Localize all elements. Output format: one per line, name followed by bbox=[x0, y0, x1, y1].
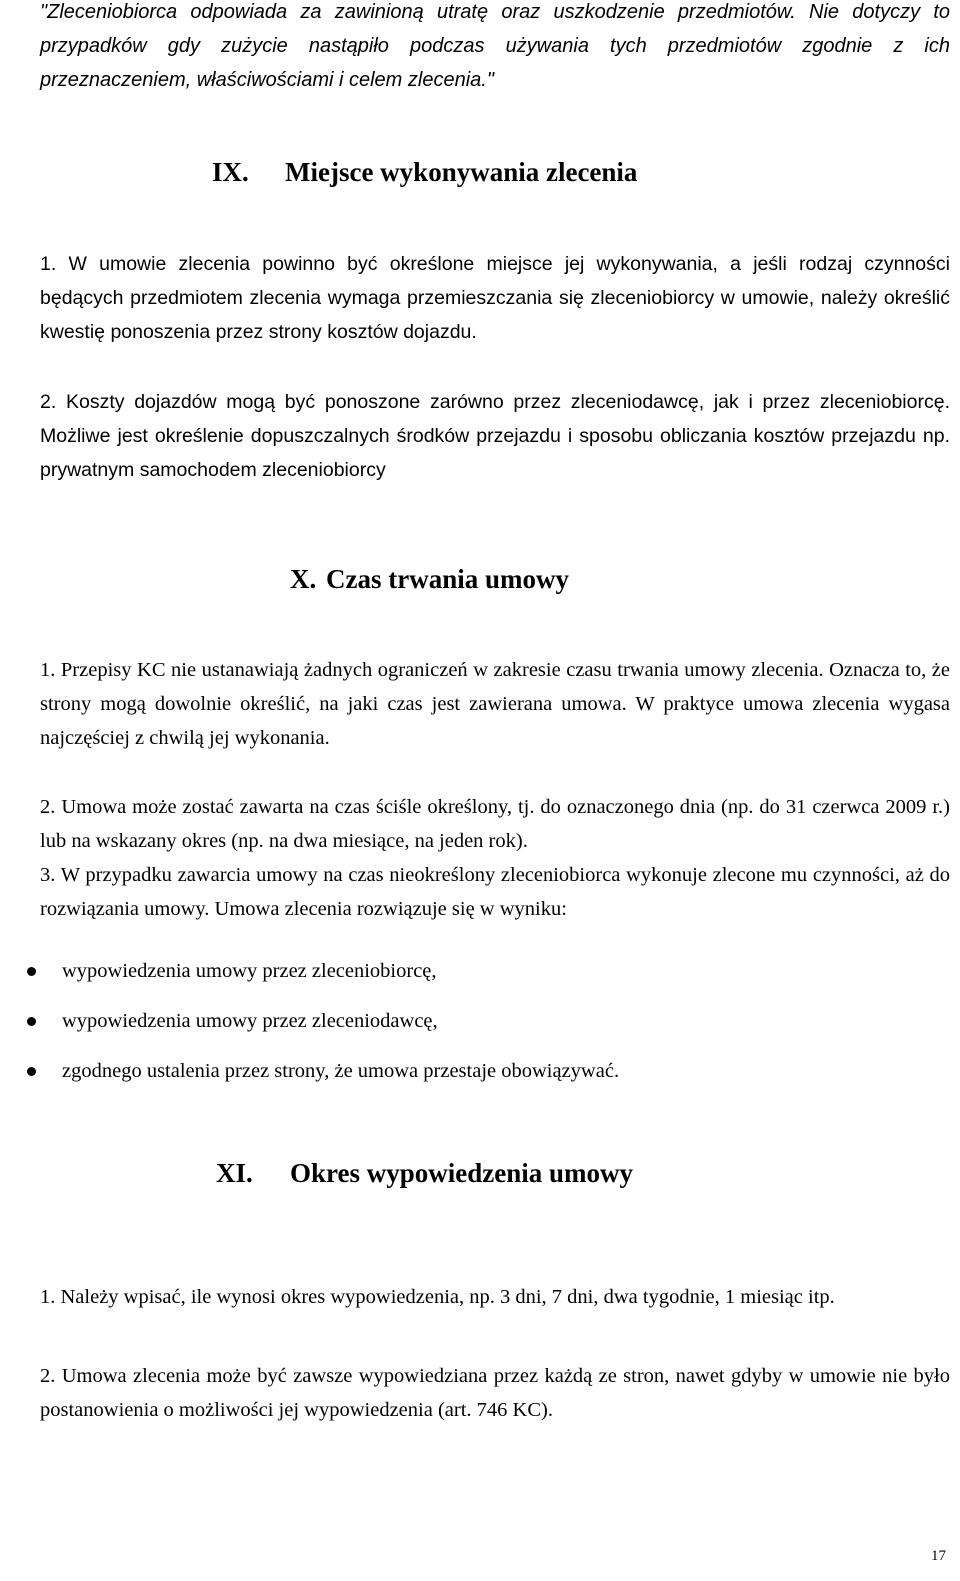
section-title: Miejsce wykonywania zlecenia bbox=[285, 157, 638, 187]
list-item-text: zgodnego ustalenia przez strony, że umowa przestaje obowiązywać. bbox=[62, 1060, 620, 1082]
section-x-paragraph-3: 3. W przypadku zawarcia umowy na czas nieokreślony zleceniobiorca wykonuje zlecone mu czynności, aż do rozwiązania umowy. Umowa zlecenia rozwiązuje się w wyniku: bbox=[40, 864, 950, 920]
section-title: Okres wypowiedzenia umowy bbox=[290, 1158, 634, 1188]
bullet-icon bbox=[27, 967, 36, 976]
bullet-icon bbox=[27, 1067, 36, 1076]
bullet-icon bbox=[27, 1017, 36, 1026]
section-heading-x bbox=[290, 562, 569, 596]
section-number: IX. bbox=[212, 157, 249, 187]
intro-quote: "Zleceniobiorca odpowiada za zawinioną utratę oraz uszkodzenie przedmiotów. Nie dotyczy to przypadków gdy zużycie nastąpiło podczas używania tych przedmiotów zgodnie z ich przeznaczeniem, właściwościami i celem zlecenia." bbox=[40, 1, 950, 91]
page-number: 17 bbox=[931, 1548, 946, 1564]
section-title: Czas trwania umowy bbox=[326, 564, 569, 594]
section-x-paragraph-2: 2. Umowa może zostać zawarta na czas ściśle określony, tj. do oznaczonego dnia (np. do 31 czerwca 2009 r.) lub na wskazany okres (np. na dwa miesiące, na jeden rok). bbox=[40, 796, 950, 852]
list-item-text: wypowiedzenia umowy przez zleceniobiorcę, bbox=[62, 960, 437, 982]
section-ix-paragraph-1: 1. W umowie zlecenia powinno być określone miejsce jej wykonywania, a jeśli rodzaj czynności będących przedmiotem zlecenia wymaga przemieszczania się zleceniobiorcy w umowie, należy określić kwestię ponoszenia przez strony kosztów dojazdu. bbox=[40, 253, 950, 343]
section-number: XI. bbox=[216, 1158, 253, 1188]
section-ix-paragraph-2: 2. Koszty dojazdów mogą być ponoszone zarówno przez zleceniodawcę, jak i przez zleceniobiorcę. Możliwe jest określenie dopuszczalnych środków przejazdu i sposobu obliczania kosztów przejazdu np. prywatnym samochodem zleceniobiorcy bbox=[40, 391, 950, 481]
section-xi-paragraph-1: 1. Należy wpisać, ile wynosi okres wypowiedzenia, np. 3 dni, 7 dni, dwa tygodnie, 1 miesiąc itp. bbox=[40, 1286, 835, 1308]
list-item-text: wypowiedzenia umowy przez zleceniodawcę, bbox=[62, 1010, 438, 1032]
section-heading-xi bbox=[216, 1156, 633, 1190]
section-number: X. bbox=[290, 564, 317, 594]
section-heading-ix bbox=[212, 155, 637, 189]
section-xi-paragraph-2: 2. Umowa zlecenia może być zawsze wypowiedziana przez każdą ze stron, nawet gdyby w umowie nie było postanowienia o możliwości jej wypowiedzenia (art. 746 KC). bbox=[40, 1365, 950, 1421]
section-x-paragraph-1: 1. Przepisy KC nie ustanawiają żadnych ograniczeń w zakresie czasu trwania umowy zlecenia. Oznacza to, że strony mogą dowolnie określić, na jaki czas jest zawierana umowa. W praktyce umowa zlecenia wygasa najczęściej z chwilą jej wykonania. bbox=[40, 659, 950, 749]
